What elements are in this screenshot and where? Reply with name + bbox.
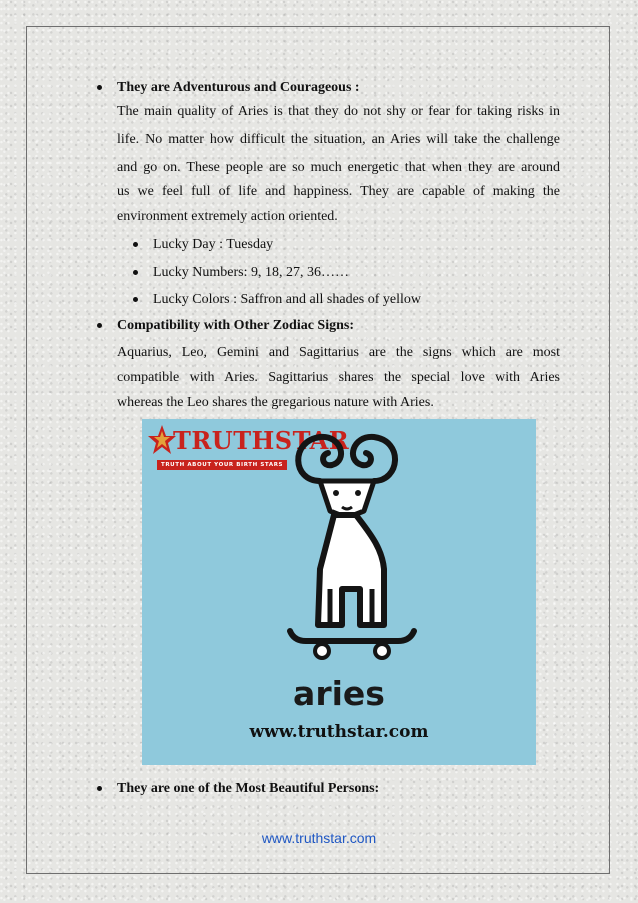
paragraph-line: The main quality of Aries is that they do not shy or fear for taking risks in bbox=[117, 104, 560, 119]
paragraph-line: compatible with Aries. Sagittarius shares the special love with Aries bbox=[117, 370, 560, 385]
heading-beautiful: They are one of the Most Beautiful Persons: bbox=[117, 781, 380, 796]
bullet-icon bbox=[133, 242, 138, 247]
paragraph-line: Aquarius, Leo, Gemini and Sagittarius are the signs which are most bbox=[117, 345, 560, 360]
bullet-icon bbox=[133, 270, 138, 275]
paragraph-line: and go on. These people are so much energetic that when they are around bbox=[117, 160, 560, 175]
heading-adventurous: They are Adventurous and Courageous : bbox=[117, 80, 360, 95]
bullet-icon bbox=[97, 323, 102, 328]
lucky-colors: Lucky Colors : Saffron and all shades of yellow bbox=[153, 292, 422, 307]
lucky-numbers: Lucky Numbers: 9, 18, 27, 36…… bbox=[153, 265, 349, 280]
ram-icon bbox=[142, 419, 536, 669]
heading-compatibility: Compatibility with Other Zodiac Signs: bbox=[117, 318, 354, 333]
image-website: www.truthstar.com bbox=[249, 722, 429, 742]
paragraph-line: environment extremely action oriented. bbox=[117, 209, 338, 224]
paragraph-line: us we feel full of life and happiness. They are capable of making the bbox=[117, 184, 560, 199]
logo-text: TRUTHSTAR bbox=[173, 426, 350, 455]
lucky-day: Lucky Day : Tuesday bbox=[153, 237, 274, 252]
sign-label: aries bbox=[293, 674, 385, 713]
aries-illustration bbox=[142, 419, 536, 765]
bullet-icon bbox=[133, 297, 138, 302]
footer-website-link[interactable]: www.truthstar.com bbox=[261, 830, 377, 846]
bullet-icon bbox=[97, 786, 102, 791]
paragraph-line: whereas the Leo shares the gregarious nature with Aries. bbox=[117, 395, 434, 410]
bullet-icon bbox=[97, 85, 102, 90]
paragraph-line: life. No matter how difficult the situation, an Aries will take the challenge bbox=[117, 132, 560, 147]
logo-tagline: TRUTH ABOUT YOUR BIRTH STARS bbox=[157, 460, 287, 470]
